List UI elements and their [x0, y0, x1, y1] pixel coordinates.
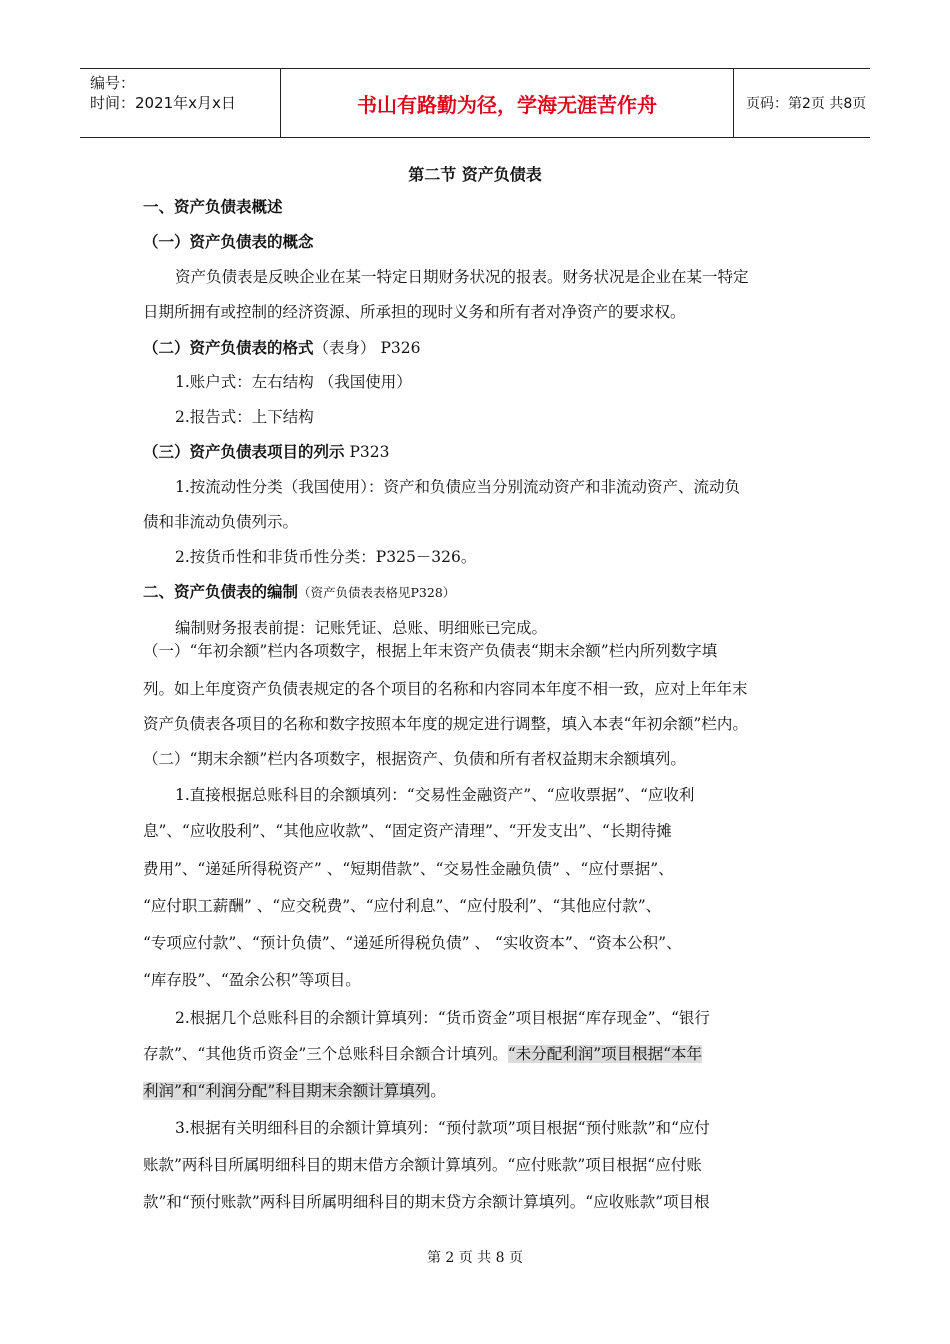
paragraph-line: （一）“年初余额”栏内各项数字，根据上年末资产负债表“期末余额”栏内所列数字填: [143, 642, 718, 660]
paragraph-line: 2.根据几个总账科目的余额计算填列：“货币资金”项目根据“库存现金”、“银行: [175, 1009, 710, 1027]
header-meta: [80, 69, 280, 137]
paragraph-line: 3.根据有关明细科目的余额计算填列：“预付款项”项目根据“预付账款”和“应付: [175, 1119, 710, 1137]
heading-format-line: [143, 337, 420, 359]
paragraph-line: 日期所拥有或控制的经济资源、所承担的现时义务和所有者对净资产的要求权。: [143, 303, 686, 321]
heading-format-note: （表身） P326: [313, 339, 421, 357]
paragraph-line: 息”、“应收股利”、“其他应收款”、“固定资产清理”、“开发支出”、“长期待摊: [143, 822, 672, 840]
header-motto: 书山有路勤为径，学海无涯苦作舟: [280, 69, 734, 137]
heading-items-note: P323: [344, 443, 390, 461]
paragraph-line: 列。如上年度资产负债表规定的各个项目的名称和内容同本年度不相一致，应对上年年末: [143, 680, 748, 698]
paragraph-line: 费用”、“递延所得税资产” 、“短期借款”、“交易性金融负债” 、“应付票据”、: [143, 860, 674, 878]
heading-format: （二）资产负债表的格式: [143, 339, 314, 357]
paragraph-line: 1.按流动性分类（我国使用）：资产和负债应当分别流动资产和非流动资产、流动负: [175, 478, 741, 496]
paragraph-line: 资产负债表是反映企业在某一特定日期财务状况的报表。财务状况是企业在某一特定: [175, 268, 749, 286]
paragraph-line: “应付职工薪酬” 、“应交税费”、“应付利息”、“应付股利”、“其他应付款”、: [143, 897, 662, 915]
page-footer: 第 2 页 共 8 页: [426, 1250, 524, 1266]
highlighted-text: “未分配利润”项目根据“本年: [507, 1045, 703, 1063]
paragraph-line: 2.按货币性和非货币性分类：P325－326。: [175, 548, 477, 566]
heading-items-line: [143, 441, 389, 463]
paragraph-line: 债和非流动负债列示。: [143, 513, 299, 531]
paragraph-line: [143, 1043, 702, 1065]
paragraph-line: 资产负债表各项目的名称和数字按照本年度的规定进行调整，填入本表“年初余额”栏内。: [143, 715, 748, 733]
paragraph-text: 存款”、“其他货币资金”三个总账科目余额合计填列。: [143, 1045, 508, 1063]
paragraph-line: “库存股”、“盈余公积”等项目。: [143, 971, 361, 989]
paragraph-line: 1.直接根据总账科目的余额填列：“交易性金融资产”、“应收票据”、“应收利: [175, 786, 695, 804]
paragraph-line: 账款”两科目所属明细科目的期末借方余额计算填列。“应付账款”项目根据“应付账: [143, 1156, 702, 1174]
header-code-label: 编号：: [90, 74, 136, 92]
header-page-label: 页码：第2页 共8页: [746, 96, 867, 112]
heading-compile: 二、资产负债表的编制: [143, 583, 299, 601]
header-date-label: 时间：2021年x月x日: [90, 94, 236, 112]
heading-items: （三）资产负债表项目的列示: [143, 443, 345, 461]
paragraph-text: 。: [430, 1082, 446, 1100]
heading-compile-note: （资产负债表表格见P328）: [298, 585, 456, 600]
paragraph-line: “专项应付款”、“预计负债”、“递延所得税负债” 、 “实收资本”、“资本公积”、: [143, 934, 682, 952]
section-title: 第二节 资产负债表: [408, 165, 542, 184]
heading-concept: （一）资产负债表的概念: [143, 233, 314, 251]
heading-compile-line: [143, 581, 455, 604]
paragraph-line: 编制财务报表前提：记账凭证、总账、明细账已完成。: [175, 619, 548, 637]
paragraph-line: 款”和“预付账款”两科目所属明细科目的期末贷方余额计算填列。“应收账款”项目根: [143, 1193, 710, 1211]
list-item: 2.报告式：上下结构: [175, 408, 314, 426]
heading-overview: 一、资产负债表概述: [143, 198, 283, 216]
list-item: 1.账户式：左右结构 （我国使用）: [175, 373, 412, 391]
paragraph-line: [143, 1080, 446, 1102]
highlighted-text: 利润”和“利润分配”科目期末余额计算填列: [143, 1082, 431, 1100]
page-header: [80, 68, 870, 138]
paragraph-line: （二）“期末余额”栏内各项数字，根据资产、负债和所有者权益期末余额填列。: [143, 750, 686, 768]
